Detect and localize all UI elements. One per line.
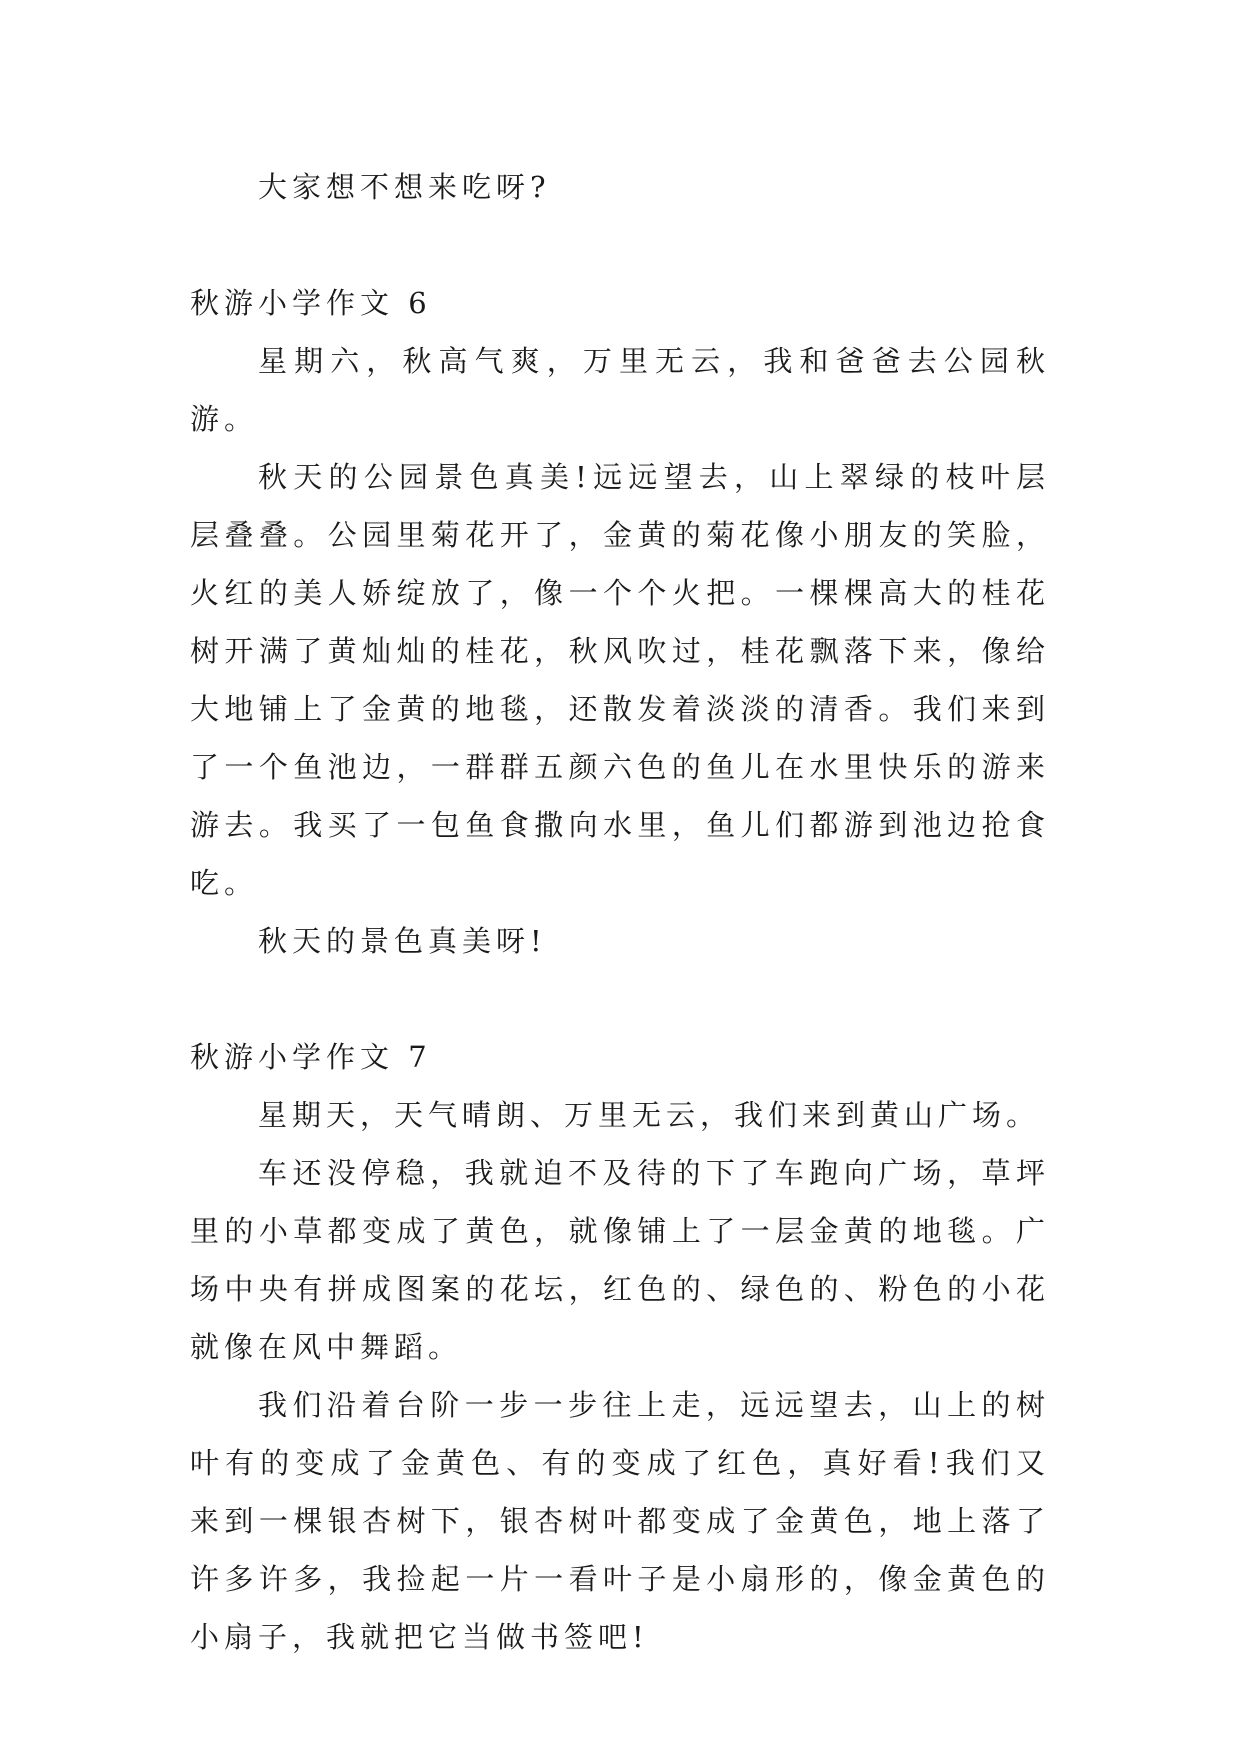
paragraph: 秋天的公园景色真美!远远望去，山上翠绿的枝叶层层叠叠。公园里菊花开了，金黄的菊花像小朋友的笑脸，火红的美人娇绽放了，像一个个火把。一棵棵高大的桂花树开满了黄灿灿的桂花，秋风吹过，桂花飘落下来，像给大地铺上了金黄的地毯，还散发着淡淡的清香。我们来到了一个鱼池边，一群群五颜六色的鱼儿在水里快乐的游来游去。我买了一包鱼食撒向水里，鱼儿们都游到池边抢食吃。 (190, 460, 1050, 900)
section-spacer (190, 216, 1050, 274)
paragraph: 我们沿着台阶一步一步往上走，远远望去，山上的树叶有的变成了金黄色、有的变成了红色，真好看!我们又来到一棵银杏树下，银杏树叶都变成了金黄色，地上落了许多许多，我捡起一片一看叶子是小扇形的，像金黄色的小扇子，我就把它当做书签吧! (190, 1388, 1050, 1654)
essay-section-7 (190, 1028, 1050, 1666)
section-title: 秋游小学作文 7 (190, 1040, 432, 1074)
section-spacer (190, 970, 1050, 1028)
document-body (190, 158, 1050, 1666)
paragraph: 星期六，秋高气爽，万里无云，我和爸爸去公园秋游。 (190, 344, 1050, 436)
section-title: 秋游小学作文 6 (190, 286, 432, 320)
paragraph: 秋天的景色真美呀! (258, 924, 547, 958)
opening-paragraph: 大家想不想来吃呀? (258, 170, 551, 204)
paragraph: 车还没停稳，我就迫不及待的下了车跑向广场，草坪里的小草都变成了黄色，就像铺上了一层金黄的地毯。广场中央有拼成图案的花坛，红色的、绿色的、粉色的小花就像在风中舞蹈。 (190, 1156, 1050, 1364)
paragraph: 星期天，天气晴朗、万里无云，我们来到黄山广场。 (258, 1098, 1041, 1132)
essay-section-6 (190, 274, 1050, 970)
